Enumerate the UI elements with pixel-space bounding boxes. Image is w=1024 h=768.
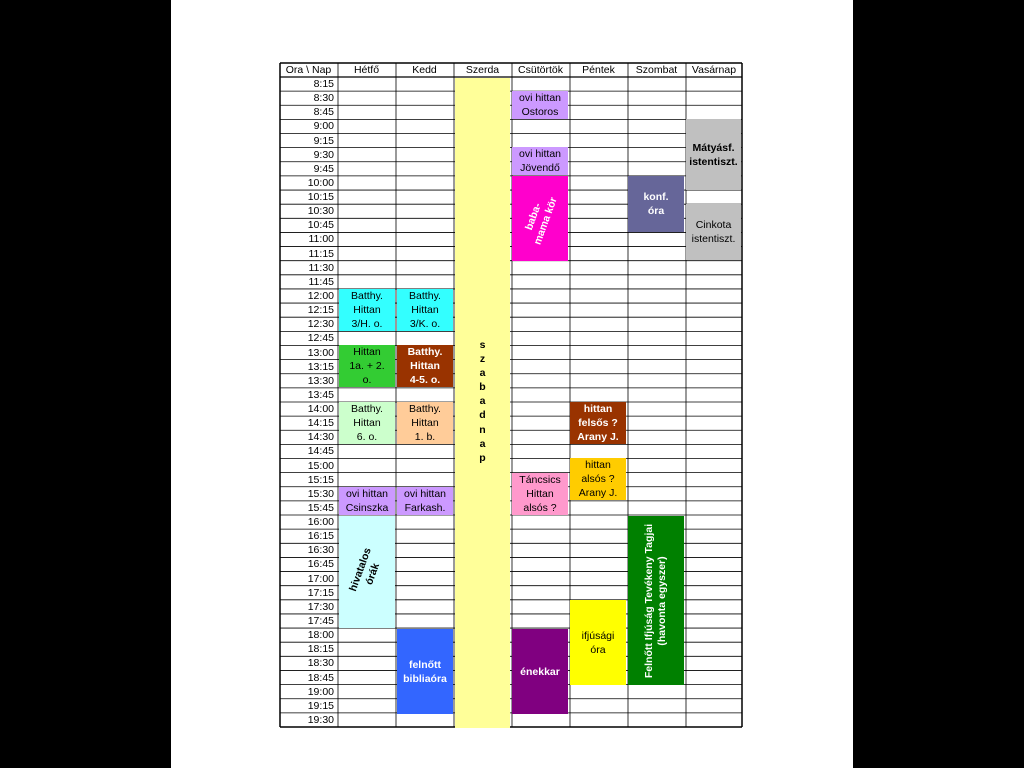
time-label: 9:00 [313,120,334,133]
event-batthy-1b[interactable]: Batthy. Hittan 1. b. [397,402,453,444]
time-label: 11:00 [308,233,334,246]
time-label: 9:30 [313,148,334,161]
event-felnott-bibliaora[interactable]: felnőtt bibliaóra [397,629,453,714]
day-header-vasarnap: Vasárnap [691,64,737,76]
event-batthy-3k[interactable]: Batthy. Hittan 3/K. o. [397,289,453,331]
time-label: 19:00 [307,685,334,698]
time-label: 11:30 [308,261,334,274]
time-label: 13:00 [307,346,334,359]
event-konf-ora[interactable]: konf. óra [628,176,684,232]
time-label: 14:45 [307,445,334,458]
event-ifjusagi-ora[interactable]: ifjúsági óra [570,600,626,685]
time-label: 15:15 [307,473,334,486]
time-label: 18:45 [307,671,334,684]
time-label: 9:45 [313,162,334,175]
event-batthy-4-5[interactable]: Batthy. Hittan 4-5. o. [397,345,453,387]
szabadnap-label: s z a b a d n a p [479,339,486,464]
time-label: 17:45 [307,615,334,627]
day-header-pentek: Péntek [582,64,615,76]
time-label: 8:15 [313,78,334,91]
event-ovi-hittan-jovendo[interactable]: ovi hittan Jövendő [512,147,568,175]
day-header-kedd: Kedd [412,64,437,76]
event-ovi-hittan-csinszka[interactable]: ovi hittan Csinszka [339,487,395,515]
time-label: 18:00 [307,629,334,642]
event-batthy-3h[interactable]: Batthy. Hittan 3/H. o. [339,289,395,331]
time-label: 8:30 [313,92,334,105]
day-header-szombat: Szombat [635,64,678,76]
time-label: 19:15 [307,699,334,712]
time-label: 10:00 [307,176,334,189]
time-label: 13:45 [307,388,334,401]
event-enekkar[interactable]: énekkar [512,629,568,714]
time-label: 10:30 [307,205,334,218]
time-label: 14:15 [307,417,334,430]
time-label: 8:45 [313,106,334,119]
event-hittan-alsos[interactable]: hittan alsós ? Arany J. [570,458,626,500]
time-label: 16:15 [307,530,334,543]
day-header-csutortok: Csütörtök [518,64,563,76]
time-label: 16:00 [307,516,334,529]
event-matyasf-istentiszt[interactable]: Mátyásf. istentiszt. [686,119,741,190]
event-cinkota-istentiszt[interactable]: Cinkota istentiszt. [686,204,741,260]
event-felnott-ifjusag[interactable]: Felnőtt Ifjúság Tevékeny Tagjai (havonta egyszer) [628,516,684,685]
time-label: 11:15 [308,247,334,260]
event-hittan-felsos[interactable]: hittan felsős ? Arany J. [570,402,626,444]
event-ovi-hittan-ostoros[interactable]: ovi hittan Ostoros [512,91,568,119]
time-label: 15:30 [307,487,334,500]
time-label: 12:15 [307,304,334,317]
time-label: 16:30 [307,544,334,557]
corner-header: Ora \ Nap [285,64,332,76]
time-label: 12:45 [307,332,334,345]
time-label: 18:30 [307,657,334,670]
event-tancsics-hittan[interactable]: Táncsics Hittan alsós ? [512,473,568,515]
time-label: 12:30 [307,318,334,331]
time-label: 10:45 [307,219,334,232]
time-label: 19:30 [307,713,334,726]
time-label: 15:45 [307,501,334,514]
time-label: 11:45 [308,275,334,288]
time-label: 14:00 [307,403,334,416]
time-label: 12:00 [307,290,334,302]
time-label: 14:30 [307,431,334,444]
time-label: 16:45 [307,558,334,571]
event-baba-mama-kor[interactable]: baba-mama kör [512,176,568,261]
time-label: 13:30 [307,374,334,387]
time-label: 9:15 [313,134,334,147]
time-label: 17:00 [307,572,334,585]
time-label: 13:15 [307,360,334,373]
day-header-szerda: Szerda [465,64,500,76]
time-label: 17:15 [307,586,334,599]
time-label: 10:15 [307,191,334,204]
event-batthy-6[interactable]: Batthy. Hittan 6. o. [339,402,395,444]
event-hivatalos-orak[interactable]: hivatalos órák [339,516,395,628]
event-hittan-1a-2o[interactable]: Hittan 1a. + 2. o. [339,345,395,387]
event-ovi-hittan-farkash[interactable]: ovi hittan Farkash. [397,487,453,515]
time-label: 15:00 [307,459,334,472]
time-label: 18:15 [307,643,334,656]
day-header-hetfo: Hétfő [353,64,380,76]
time-label: 17:30 [307,600,334,613]
